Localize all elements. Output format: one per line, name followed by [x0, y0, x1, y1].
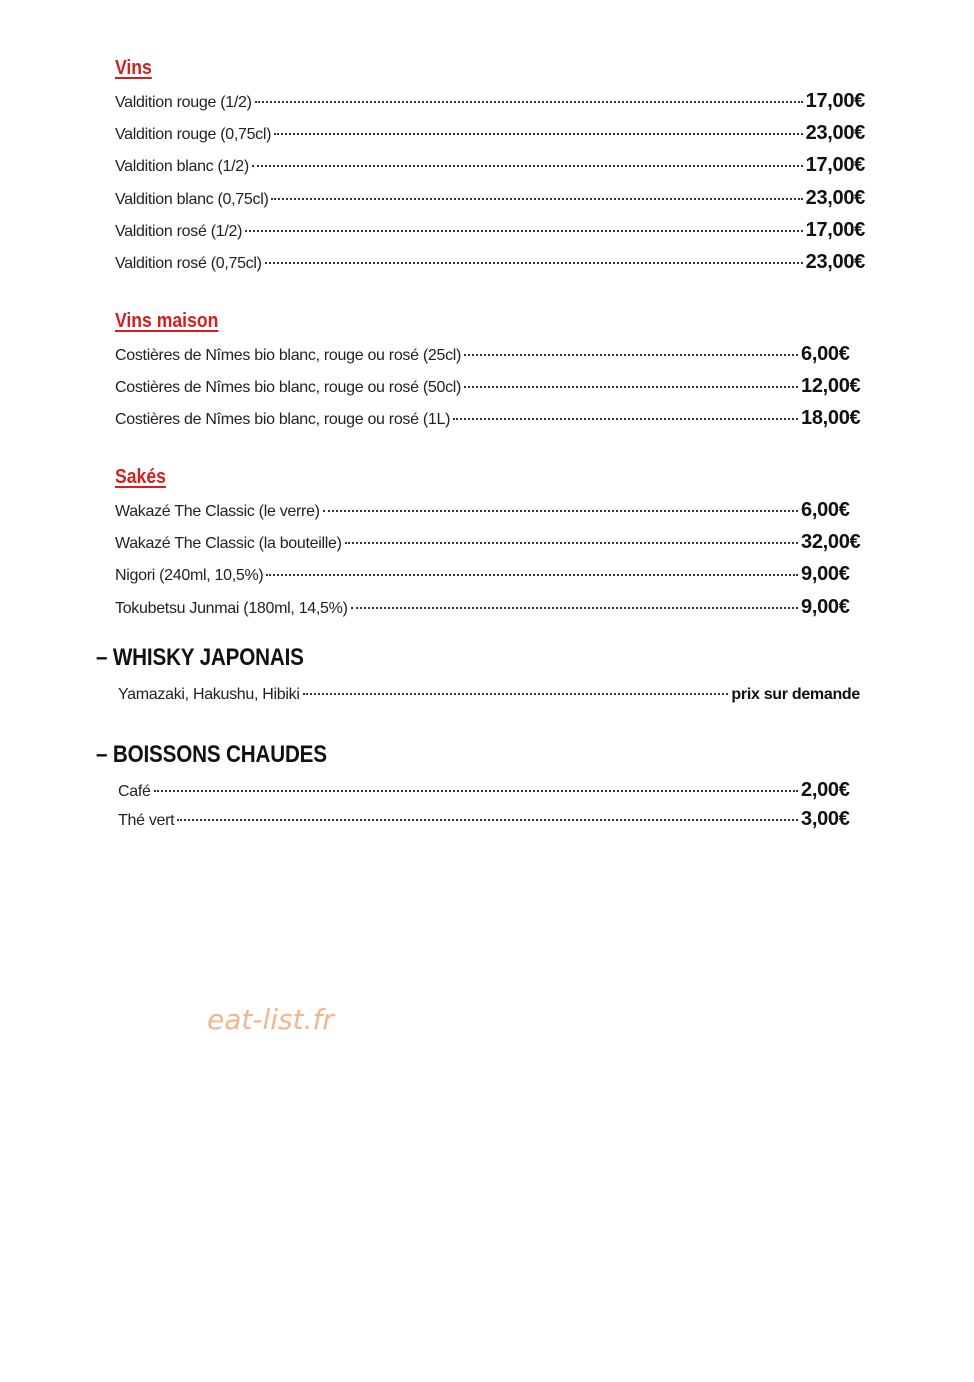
dot-leader — [323, 510, 798, 512]
section-boissons-chaudes — [118, 776, 865, 833]
menu-item — [118, 805, 865, 834]
dot-leader — [252, 165, 803, 167]
section-title-vins: Vins — [115, 57, 152, 79]
dot-leader — [351, 607, 798, 609]
item-list-vins — [115, 85, 865, 278]
section-title-boissons-chaudes: – BOISSONS CHAUDES — [96, 741, 327, 768]
menu-item — [115, 526, 865, 558]
menu-item — [115, 85, 865, 117]
item-name: Tokubetsu Junmai (180ml, 14,5%) — [115, 599, 348, 617]
section-sakes — [115, 463, 865, 623]
dot-leader — [453, 418, 798, 420]
item-price: 17,00€ — [805, 90, 865, 112]
section-title-sakes: Sakés — [115, 466, 166, 488]
section-vins — [115, 54, 865, 278]
item-price: 3,00€ — [801, 807, 850, 830]
menu-item — [115, 338, 865, 370]
item-price: 9,00€ — [801, 595, 850, 618]
item-price: 6,00€ — [801, 499, 850, 521]
item-price: 23,00€ — [805, 186, 865, 209]
dot-leader — [464, 386, 798, 388]
item-name: Thé vert — [118, 811, 175, 829]
dot-leader — [245, 230, 803, 232]
menu-item — [118, 679, 860, 711]
section-title-whisky: – WHISKY JAPONAIS — [96, 644, 304, 671]
item-price: 6,00€ — [801, 343, 850, 365]
dot-leader — [274, 133, 802, 135]
menu-item — [115, 494, 865, 526]
dot-leader — [266, 574, 798, 576]
item-price: 18,00€ — [801, 407, 861, 430]
item-name: Valdition blanc (1/2) — [115, 158, 249, 176]
dot-leader — [271, 198, 802, 200]
item-name: Yamazaki, Hakushu, Hibiki — [118, 686, 300, 703]
item-name: Valdition rouge (0,75cl) — [115, 126, 272, 144]
item-name: Costières de Nîmes bio blanc, rouge ou rosé (25cl) — [115, 347, 462, 364]
watermark-text: eat-list.fr — [207, 1003, 334, 1036]
item-list-sakes — [115, 494, 865, 623]
item-name: Wakazé The Classic (la bouteille) — [115, 535, 342, 553]
item-name: Wakazé The Classic (le verre) — [115, 503, 320, 520]
dot-leader — [154, 790, 798, 792]
menu-item — [115, 117, 865, 149]
menu-item — [115, 246, 865, 278]
menu-item — [115, 182, 865, 214]
dot-leader — [177, 819, 798, 821]
item-price: 32,00€ — [801, 531, 861, 554]
dot-leader — [255, 101, 803, 103]
menu-item — [115, 402, 865, 434]
menu-item — [115, 370, 865, 402]
item-price: 9,00€ — [801, 563, 850, 586]
item-price: 12,00€ — [801, 375, 861, 398]
dot-leader — [464, 354, 798, 356]
item-price: 23,00€ — [805, 122, 865, 145]
item-name: Valdition blanc (0,75cl) — [115, 190, 269, 208]
menu-item — [115, 149, 865, 181]
item-name: Costières de Nîmes bio blanc, rouge ou rosé (50cl) — [115, 379, 462, 397]
section-title-vins-maison: Vins maison — [115, 310, 219, 332]
dot-leader — [303, 693, 729, 695]
item-price: 17,00€ — [805, 154, 865, 177]
item-price: 23,00€ — [805, 250, 865, 273]
section-vins-maison — [115, 307, 865, 435]
menu-item — [115, 214, 865, 246]
item-name: Valdition rosé (0,75cl) — [115, 254, 262, 272]
dot-leader — [345, 542, 798, 544]
menu-item — [118, 776, 865, 805]
item-name: Nigori (240ml, 10,5%) — [115, 567, 264, 585]
menu-item — [115, 558, 865, 590]
item-name: Valdition rosé (1/2) — [115, 222, 243, 240]
item-name: Café — [118, 783, 151, 800]
item-price: 2,00€ — [801, 779, 850, 801]
item-list-vins-maison — [115, 338, 865, 435]
item-name: Valdition rouge (1/2) — [115, 94, 252, 111]
menu-item — [115, 591, 865, 623]
item-price: prix sur demande — [731, 686, 860, 703]
section-whisky — [118, 679, 860, 711]
item-name: Costières de Nîmes bio blanc, rouge ou rosé (1L) — [115, 411, 451, 429]
dot-leader — [265, 262, 803, 264]
item-price: 17,00€ — [805, 218, 865, 241]
